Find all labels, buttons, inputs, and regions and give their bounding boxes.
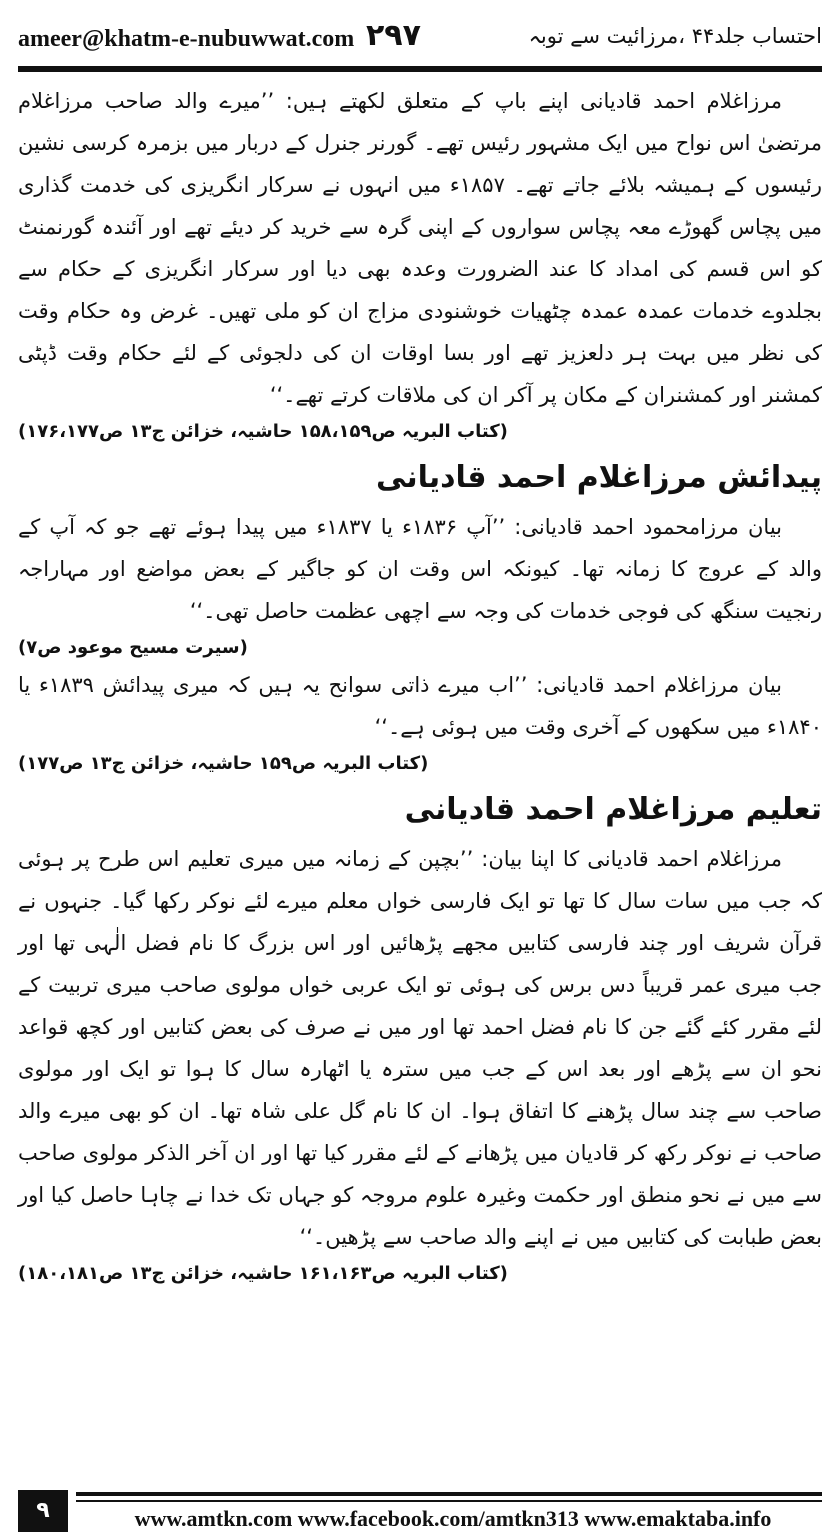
reference-birth-mahmood: (سیرت مسیح موعود ص۷) <box>18 637 248 658</box>
footer-rule-thick <box>76 1492 822 1496</box>
heading-birth: پیدائش مرزاغلام احمد قادیانی <box>376 460 822 495</box>
reference-father: (کتاب البریہ ص۱۵۸،۱۵۹ حاشیہ، خزائن ج۱۳ ص۱۷۶،۱۷۷) <box>18 421 508 442</box>
footer-page-index: ۹ <box>18 1490 68 1532</box>
header-page-number: ۲۹۷ <box>366 18 421 53</box>
paragraph-birth-mahmood: بیان مرزامحمود احمد قادیانی: ’’آپ ۱۸۳۶ء یا ۱۸۳۷ء میں پیدا ہوئے تھے جو کہ آپ کے والد کے عروج کا زمانہ تھا۔ کیونکہ اس وقت ان کو جاگیر کے بعض مواضع اور مہاراجہ رنجیت سنگھ کی فوجی خدمات کی وجہ سے اچھی عظمت حاصل تھی۔‘‘ <box>18 515 822 623</box>
paragraph-father: مرزاغلام احمد قادیانی اپنے باپ کے متعلق لکھتے ہیں: ’’میرے والد صاحب مرزاغلام مرتضیٰ اس نواح میں ایک مشہور رئیس تھے۔ گورنر جنرل کے دربار میں بزمرہ کرسی نشین رئیسوں کے ہمیشہ بلائے جاتے تھے۔ ۱۸۵۷ء میں انہوں نے سرکار انگریزی کی خدمت گذاری میں پچاس گھوڑے معہ پچاس سواروں کے اپنی گرہ سے خرید کر دیئے تھے اور آئندہ گورنمنٹ کو اس قسم کی امداد کا عند الضرورت وعدہ بھی دیا اور سرکار انگریزی کے حکام سے بجلدوے خدمات عمدہ عمدہ چٹھیات خوشنودی مزاج ان کو ملی تھیں۔ غرض وہ حکام وقت کی نظر میں بہت ہر دلعزیز تھے اور بسا اوقات ان کی دلجوئی کے لئے حکام وقت ڈپٹی کمشنر اور کمشنران کے مکان پر آکر ان کی ملاقات کرتے تھے۔‘‘ <box>18 89 822 407</box>
reference-education: (کتاب البریہ ص۱۶۱،۱۶۳ حاشیہ، خزائن ج۱۳ ص۱۸۰،۱۸۱) <box>18 1263 508 1284</box>
page-header <box>18 14 822 60</box>
reference-birth-ghulam: (کتاب البریہ ص۱۵۹ حاشیہ، خزائن ج۱۳ ص۱۷۷) <box>18 753 429 774</box>
header-rule <box>18 66 822 72</box>
page-body <box>18 80 822 1480</box>
paragraph-education: مرزاغلام احمد قادیانی کا اپنا بیان: ’’بچپن کے زمانہ میں میری تعلیم اس طرح پر ہوئی کہ جب میں سات سال کا تھا تو ایک فارسی خواں معلم میرے لئے نوکر رکھا گیا۔ جنہوں نے قرآن شریف اور چند فارسی کتابیں مجھے پڑھائیں اور اس بزرگ کا نام فضل الٰہی تھا اور جب میری عمر قریباً دس برس کی ہوئی تو ایک عربی خواں مولوی صاحب میری تربیت کے لئے مقرر کئے گئے جن کا نام فضل احمد تھا اور میں نے صرف کی بعض کتابیں اور کچھ قواعد نحو ان سے پڑھے اور بعد اس کے جب میں سترہ یا اٹھارہ سال کا ہوا تو ایک اور مولوی صاحب سے چند سال پڑھنے کا اتفاق ہوا۔ ان کا نام گل علی شاہ تھا۔ ان کو بھی میرے والد صاحب نے نوکر رکھ کر قادیان میں پڑھانے کے لئے مقرر کیا تھا اور ان آخر الذکر مولوی صاحب سے میں نے نحو منطق اور حکمت وغیرہ علوم مروجہ کو جہاں تک خدا نے چاہا حاصل کیا اور بعض طبابت کی کتابیں میں نے اپنے والد صاحب سے پڑھیں۔‘‘ <box>18 847 822 1249</box>
footer-rule-thin <box>76 1500 822 1502</box>
paragraph-birth-ghulam: بیان مرزاغلام احمد قادیانی: ’’اب میرے ذاتی سوانح یہ ہیں کہ میری پیدائش ۱۸۳۹ء یا ۱۸۴۰ء میں سکھوں کے آخری وقت میں ہوئی ہے۔‘‘ <box>18 673 822 739</box>
header-email[interactable]: ameer@khatm-e-nubuwwat.com <box>18 26 355 52</box>
page-footer <box>18 1488 822 1540</box>
heading-education: تعلیم مرزاغلام احمد قادیانی <box>404 792 822 827</box>
header-book-title: احتساب جلد۴۴ ،مرزائیت سے توبہ <box>528 24 822 48</box>
footer-links[interactable]: www.amtkn.com www.facebook.com/amtkn313 www.emaktaba.info <box>134 1506 772 1531</box>
